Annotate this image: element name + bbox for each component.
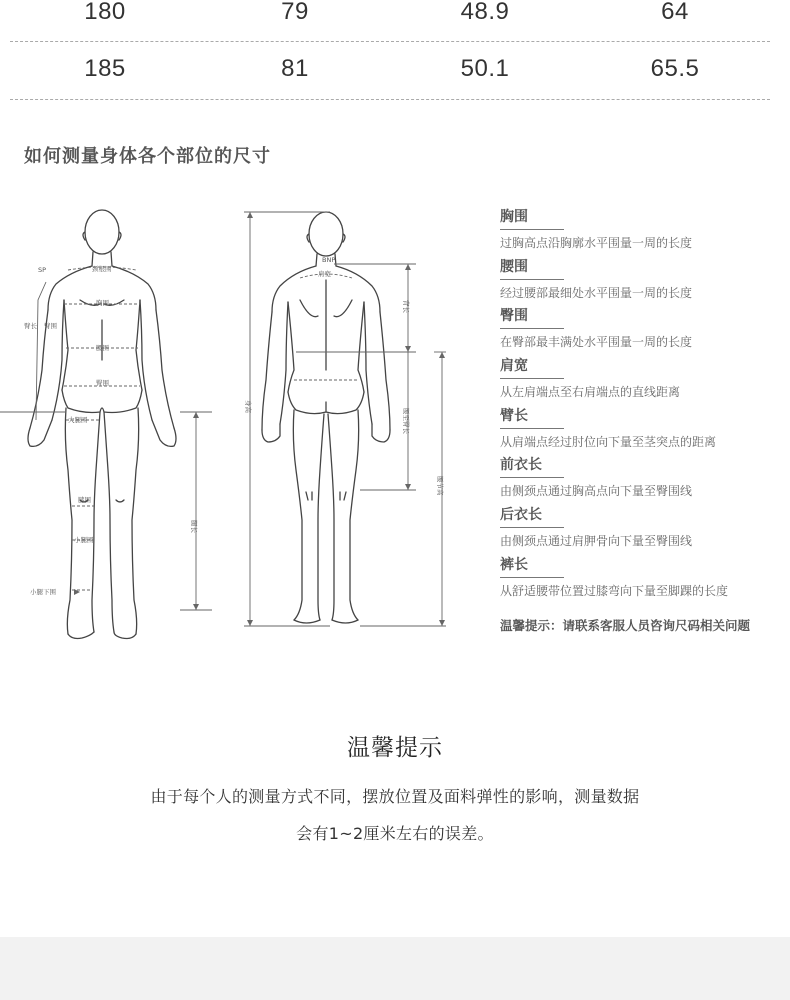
size-cell: 180 xyxy=(84,0,126,25)
row-divider xyxy=(10,99,770,100)
size-row xyxy=(10,0,770,32)
footer-band xyxy=(0,937,790,1000)
label-arm-length: 臂长 xyxy=(24,322,37,330)
legend-desc: 经过腰部最细处水平围量一周的长度 xyxy=(500,285,693,300)
legend-desc: 过胸高点沿胸廓水平围量一周的长度 xyxy=(500,236,693,250)
measurement-legend xyxy=(500,206,785,604)
legend-item xyxy=(500,206,785,256)
legend-item xyxy=(500,355,785,405)
label-leg-length: 腿长 xyxy=(190,520,198,533)
legend-item xyxy=(500,454,785,504)
label-waist: 腰围 xyxy=(96,344,109,352)
label-ankle: 小腿下围 xyxy=(30,588,56,596)
legend-desc: 从肩端点经过肘位向下量至茎突点的距离 xyxy=(500,434,717,449)
front-figure xyxy=(28,210,176,639)
body-measurement-diagram xyxy=(0,190,480,650)
legend-name: 臀围 xyxy=(500,306,564,329)
label-shoulder-width: 肩宽 xyxy=(318,270,331,278)
legend-item xyxy=(500,504,785,554)
notice-text-line-2: 会有1~2厘米左右的误差。 xyxy=(296,824,494,843)
label-sp: SP xyxy=(38,266,47,274)
legend-desc: 由侧颈点通过胸高点向下量至臀围线 xyxy=(500,484,693,499)
legend-item xyxy=(500,256,785,306)
legend-desc: 在臀部最丰满处水平围量一周的长度 xyxy=(500,335,693,350)
row-divider xyxy=(10,41,770,42)
legend-name: 后衣长 xyxy=(500,505,564,528)
label-waist-to-hip: 腰至臀长 xyxy=(402,408,410,434)
size-cell: 65.5 xyxy=(650,55,700,82)
size-row xyxy=(10,49,770,89)
label-knee: 膝围 xyxy=(78,496,91,504)
legend-desc: 从左肩端点至右肩端点的直线距离 xyxy=(500,385,681,400)
label-thigh: 大腿围 xyxy=(68,416,88,424)
size-cell: 79 xyxy=(281,0,309,25)
size-cell: 185 xyxy=(84,55,126,82)
label-upper-arm: 臂围 xyxy=(44,322,57,330)
legend-name: 胸围 xyxy=(500,207,564,230)
legend-desc: 由侧颈点通过肩胛骨向下量至臀围线 xyxy=(500,534,693,549)
legend-desc: 从舒适腰带位置过膝弯向下量至脚踝的长度 xyxy=(500,583,729,598)
label-waist-to-knee: 腰节高 xyxy=(436,476,444,496)
size-cell: 81 xyxy=(281,55,309,82)
legend-name: 肩宽 xyxy=(500,356,564,379)
legend-item xyxy=(500,305,785,355)
label-bnp: BNP xyxy=(322,256,336,264)
legend-item xyxy=(500,554,785,604)
legend-name: 臂长 xyxy=(500,406,564,429)
measure-section-title: 如何测量身体各个部位的尺寸 xyxy=(24,146,271,167)
legend-item xyxy=(500,405,785,455)
legend-name: 裤长 xyxy=(500,555,564,578)
notice-text-line-1: 由于每个人的测量方式不同，摆放位置及面料弹性的影响，测量数据 xyxy=(150,787,640,806)
label-back-length: 背长 xyxy=(402,300,410,313)
legend-name: 前衣长 xyxy=(500,455,564,478)
legend-name: 腰围 xyxy=(500,257,564,280)
label-height: 身高 xyxy=(244,400,252,413)
label-chest: 胸围 xyxy=(96,299,109,307)
label-calf: 小腿围 xyxy=(74,536,94,544)
size-cell: 64 xyxy=(661,0,689,25)
label-neck: 颈根围 xyxy=(92,265,112,273)
legend-tip: 温馨提示：请联系客服人员咨询尺码相关问题 xyxy=(500,618,751,633)
size-cell: 48.9 xyxy=(460,0,510,25)
label-hip: 臀围 xyxy=(96,379,109,387)
size-cell: 50.1 xyxy=(460,55,510,82)
notice-title: 温馨提示 xyxy=(347,735,443,761)
